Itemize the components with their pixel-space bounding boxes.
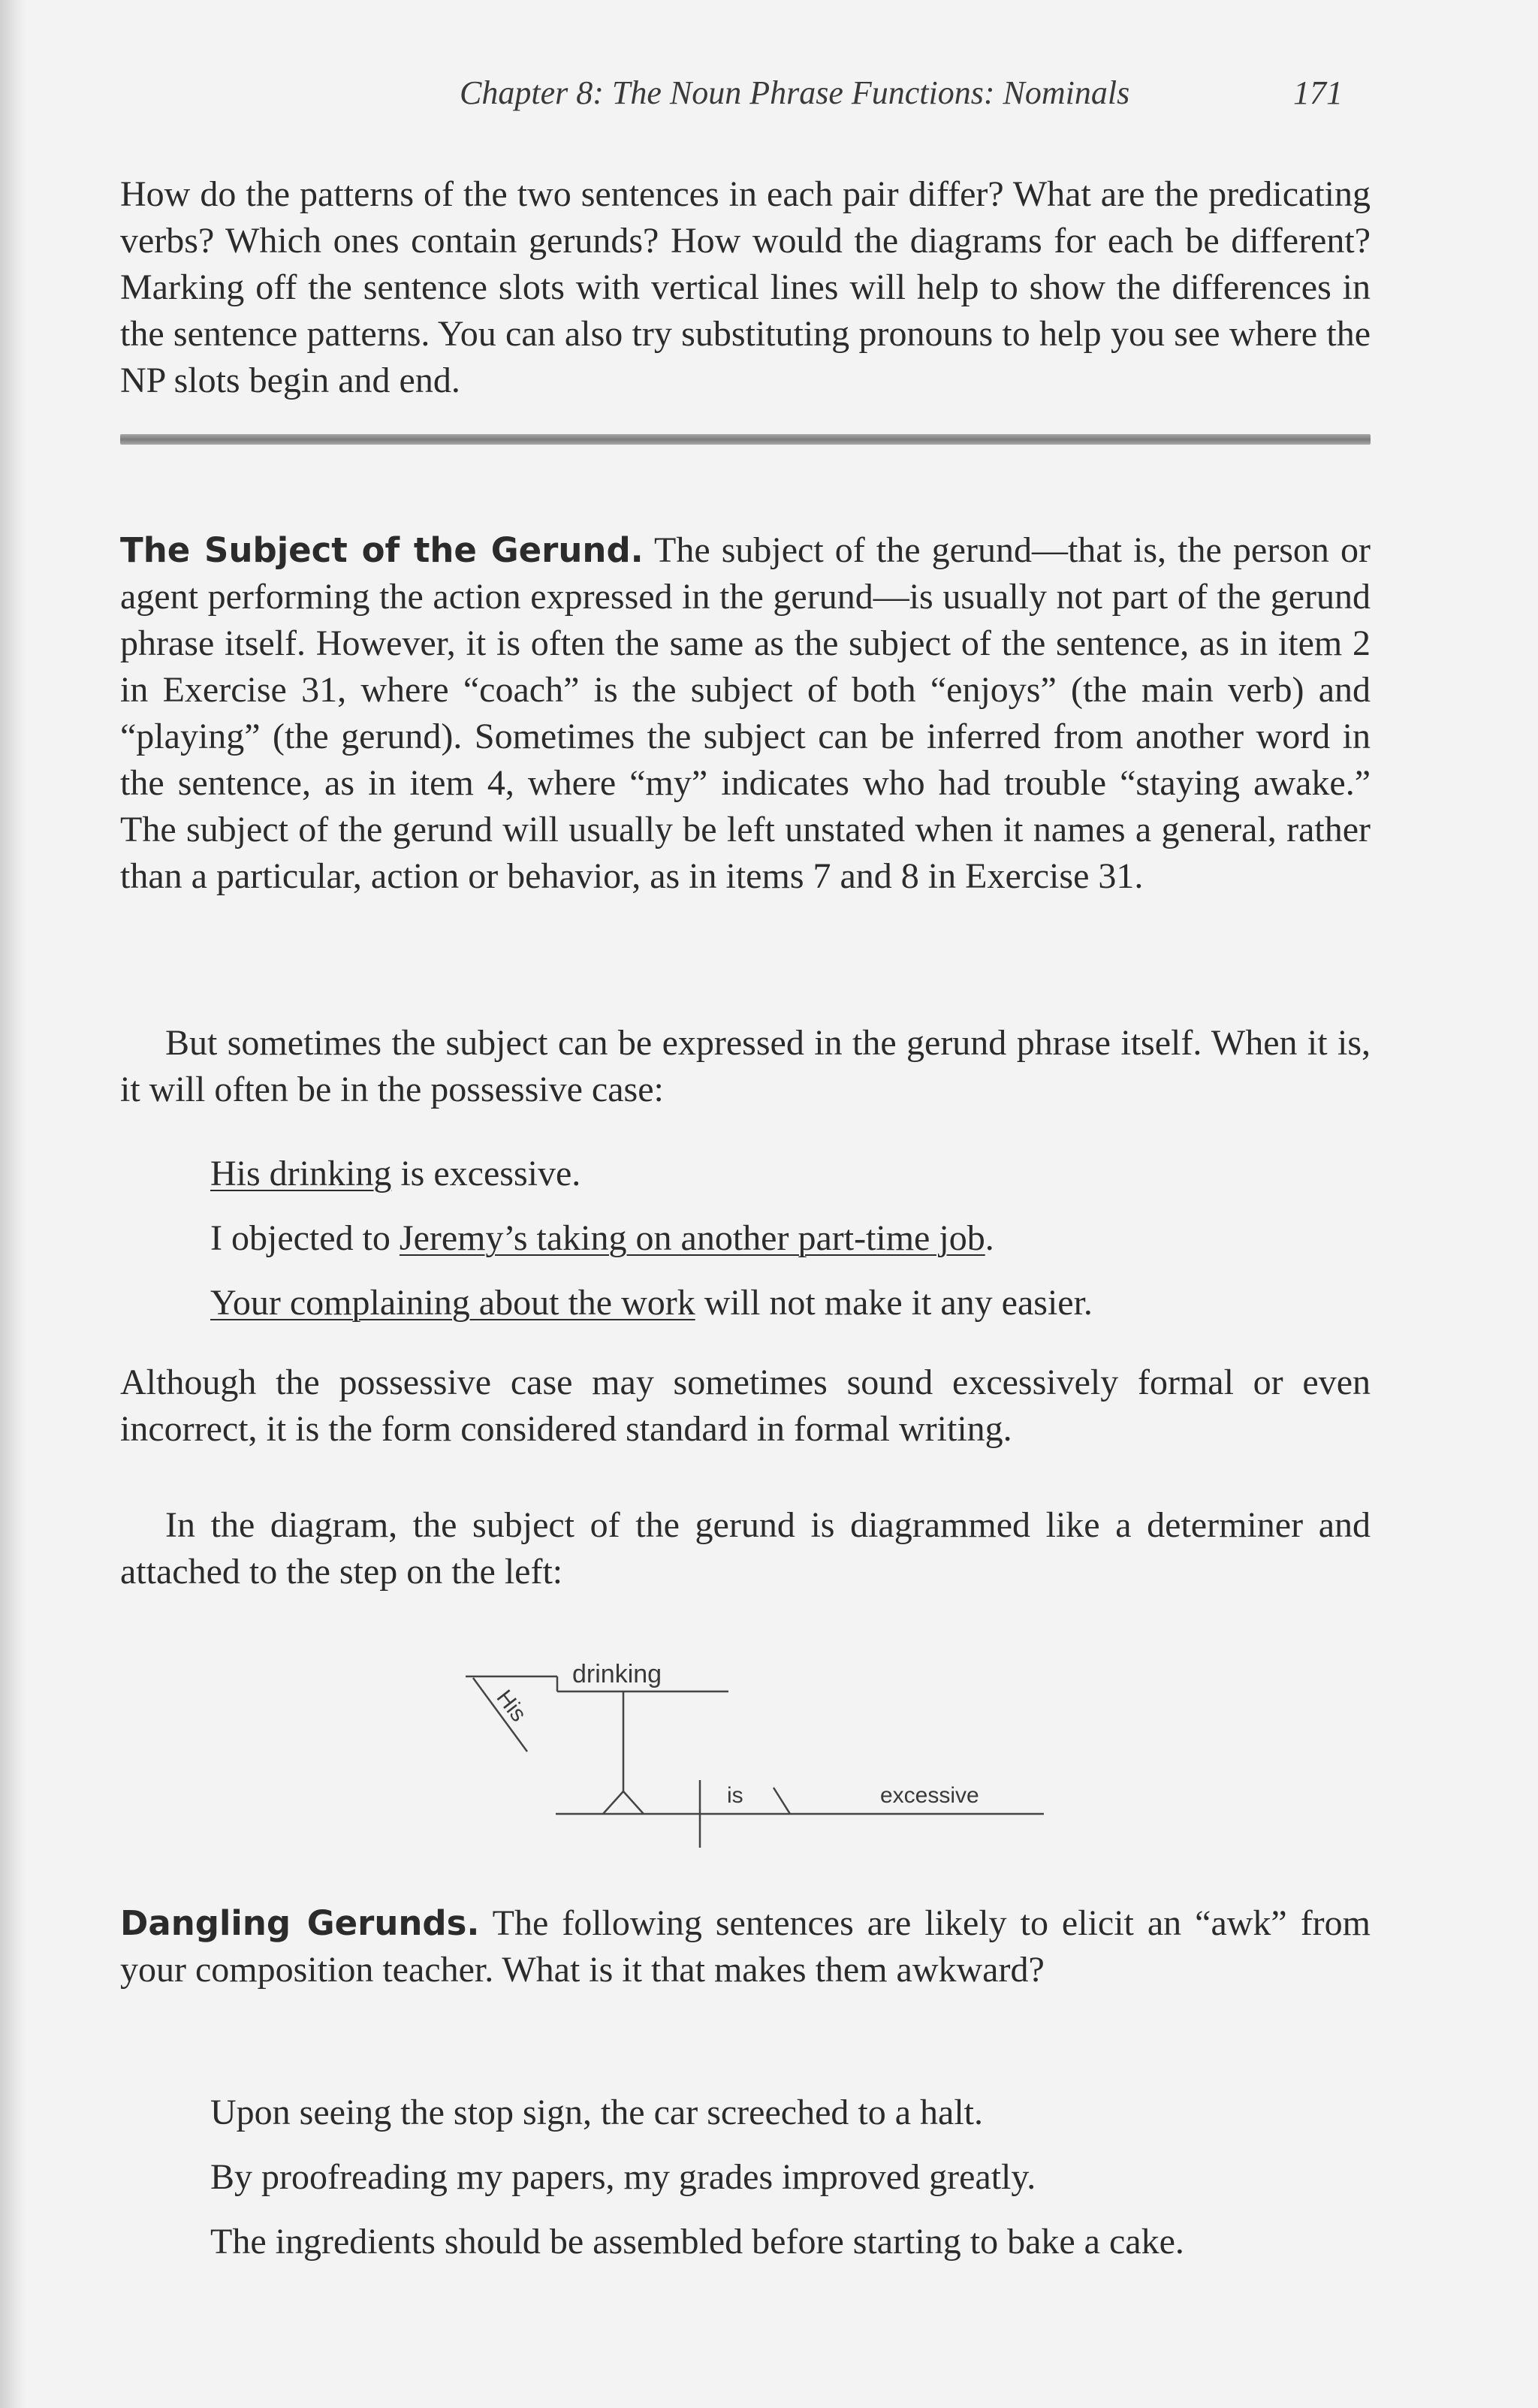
example-underlined-phrase: Your complaining about the work xyxy=(210,1283,695,1323)
diagram-modifier-label: His xyxy=(491,1685,532,1727)
section-heading-subject: The Subject of the Gerund. xyxy=(120,530,644,570)
example-sentence xyxy=(210,1206,1382,1271)
dangling-paragraph-text: The following sentences are likely to elicit an “awk” from your composition teacher. What is it that makes them awkward? xyxy=(120,1903,1371,1990)
page-number: 171 xyxy=(1293,74,1343,111)
section-divider xyxy=(120,434,1371,445)
example-sentence xyxy=(210,1271,1382,1335)
subject-paragraph-1-text: The subject of the gerund—that is, the person or agent performing the action expressed in the gerund—is usually not part of the gerund phrase itself. However, it is often the same as the subject of the sentence, as in item 2 in Exercise 31, where “coach” is the subject of both “enjoys” (the main verb) and “playing” (the gerund). Sometimes the subject can be inferred from another word in the sentence, as in item 4, where “my” indicates who had trouble “staying awake.” The subject of the gerund will usually be left unstated when it names a general, rather than a particular, action or behavior, as in items 7 and 8 in Exercise 31. xyxy=(120,530,1371,896)
example-underlined-phrase: Jeremy’s taking on another part-time job xyxy=(399,1218,985,1258)
diagram-verb-label: is xyxy=(727,1783,743,1808)
sentence-diagram xyxy=(443,1652,1059,1848)
subject-paragraph-1 xyxy=(120,527,1371,900)
example-rest: will not make it any easier. xyxy=(695,1283,1093,1323)
example-rest: is excessive. xyxy=(391,1154,581,1193)
dangling-example-sentence: Upon seeing the stop sign, the car screeched to a halt. xyxy=(210,2093,983,2132)
pedestal-leg-left xyxy=(603,1791,623,1814)
diagram-svg xyxy=(443,1652,1059,1848)
complement-slant-divider xyxy=(774,1788,790,1814)
pedestal-leg-right xyxy=(623,1791,644,1814)
running-title: Chapter 8: The Noun Phrase Functions: Nominals xyxy=(460,74,1130,111)
intro-paragraph: How do the patterns of the two sentences in each pair differ? What are the predicating verbs? Which ones contain gerunds? How would the diagrams for each be different? Marking off the sentence slots with vertical lines will help to show the differences in the sentence patterns. You can also try substituting pronouns to help you see where the NP slots begin and end. xyxy=(120,174,1371,400)
subject-paragraph-3: Although the possessive case may sometimes sound excessively formal or even incorrect, it is the form considered standard in formal writing. xyxy=(120,1362,1371,1449)
section-heading-dangling: Dangling Gerunds. xyxy=(120,1903,480,1943)
dangling-paragraph xyxy=(120,1900,1371,1993)
example-rest: . xyxy=(985,1218,994,1258)
dangling-example-sentence: The ingredients should be assembled before starting to bake a cake. xyxy=(210,2222,1184,2262)
dangling-examples xyxy=(210,2081,1382,2274)
diagram-gerund-label: drinking xyxy=(572,1660,662,1688)
possessive-examples xyxy=(210,1142,1382,1335)
example-prefix: I objected to xyxy=(210,1218,400,1258)
subject-paragraph-4: In the diagram, the subject of the gerund is diagrammed like a determiner and attached to the step on the left: xyxy=(120,1505,1371,1592)
dangling-example-sentence: By proofreading my papers, my grades improved greatly. xyxy=(210,2157,1036,2197)
example-underlined-phrase: His drinking xyxy=(210,1154,392,1193)
example-sentence xyxy=(210,1142,1382,1206)
subject-paragraph-2: But sometimes the subject can be expressed in the gerund phrase itself. When it is, it will often be in the possessive case: xyxy=(120,1023,1371,1109)
diagram-complement-label: excessive xyxy=(880,1783,979,1808)
page-header xyxy=(0,74,1538,119)
